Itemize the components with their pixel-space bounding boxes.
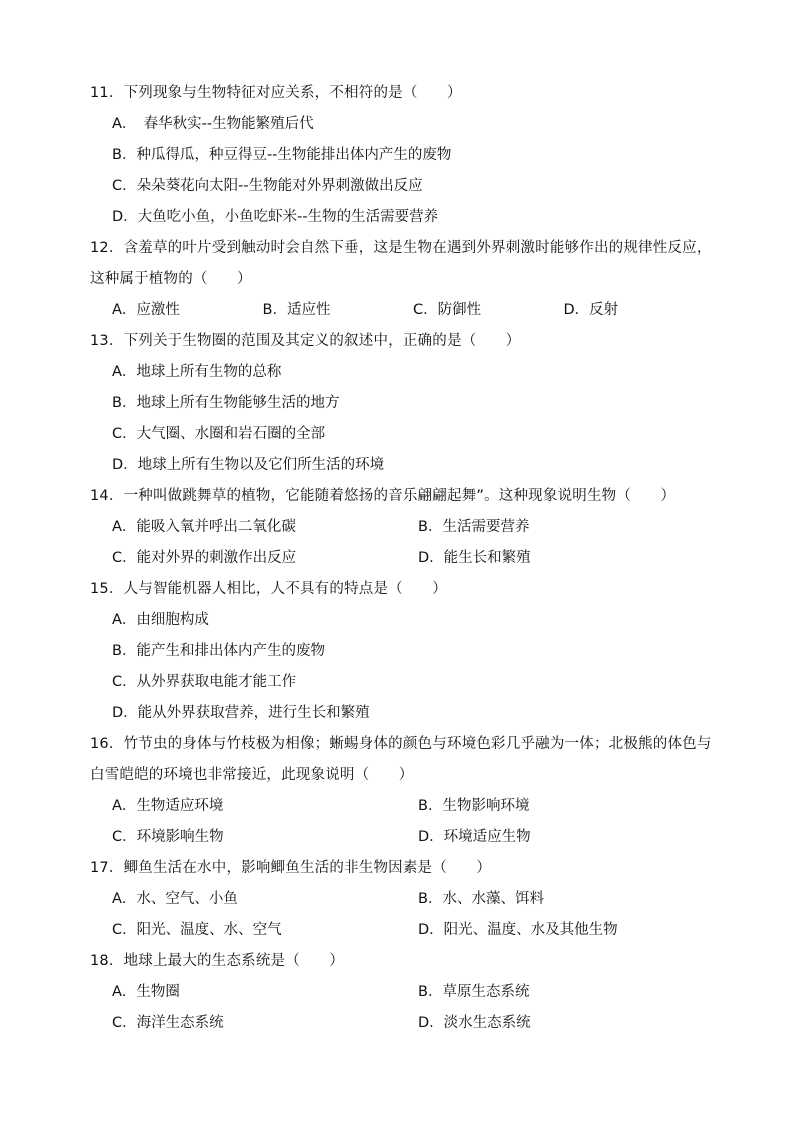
option-text: 阳光、温度、水及其他生物	[443, 922, 618, 938]
option-letter: C．	[112, 922, 137, 938]
option-text: 地球上所有生物能够生活的地方	[136, 395, 340, 411]
question-list	[90, 78, 714, 1039]
option-a	[90, 109, 714, 140]
option-text: 生活需要营养	[442, 519, 530, 535]
option-text: 阳光、温度、水、空气	[136, 922, 282, 938]
question-number: 14．	[90, 488, 124, 504]
option-letter: B．	[112, 147, 137, 163]
option-text: 能生长和繁殖	[443, 550, 531, 566]
option-text: 地球上所有生物的总称	[136, 364, 282, 380]
question-16	[90, 729, 714, 853]
option-text: 种瓜得瓜，种豆得豆--生物能排出体内产生的废物	[136, 147, 452, 163]
question-text: 含羞草的叶片受到触动时会自然下垂，这是生物在遇到外界刺激时能够作出的规律性反应，这种属于植物的（ ）	[90, 240, 712, 287]
option-c	[112, 915, 418, 946]
option-text: 大鱼吃小鱼，小鱼吃虾米--生物的生活需要营养	[137, 209, 439, 225]
option-text: 地球上所有生物以及它们所生活的环境	[137, 457, 385, 473]
option-list	[90, 295, 714, 326]
option-d	[564, 295, 715, 326]
question-number: 12．	[90, 240, 124, 256]
question-number: 13．	[90, 333, 124, 349]
option-text: 朵朵葵花向太阳--生物能对外界刺激做出反应	[136, 178, 423, 194]
question-13	[90, 326, 714, 481]
option-text: 生物影响环境	[442, 798, 530, 814]
option-text: 能产生和排出体内产生的废物	[136, 643, 325, 659]
option-d	[418, 915, 718, 946]
option-a	[112, 512, 418, 543]
option-letter: A．	[112, 116, 130, 132]
option-list	[90, 109, 714, 233]
option-letter: A．	[112, 519, 137, 535]
option-letter: A．	[112, 612, 137, 628]
option-b	[418, 977, 718, 1008]
question-text: 竹节虫的身体与竹枝极为相像；蜥蜴身体的颜色与环境色彩几乎融为一体；北极熊的体色与白雪皑皑的环境也非常接近，此现象说明（ ）	[90, 736, 712, 783]
question-stem	[90, 946, 714, 977]
option-letter: B．	[112, 395, 137, 411]
question-text: 人与智能机器人相比，人不具有的特点是（ ）	[123, 581, 447, 597]
question-text: 一种叫做跳舞草的植物，它能随着悠扬的音乐翩翩起舞”。这种现象说明生物（ ）	[123, 488, 676, 504]
option-d	[90, 698, 714, 729]
option-c	[90, 419, 714, 450]
option-letter: D．	[418, 1015, 444, 1031]
option-letter: C．	[112, 1015, 137, 1031]
option-letter: B．	[418, 798, 443, 814]
option-letter: B．	[418, 984, 443, 1000]
question-17	[90, 853, 714, 946]
option-list	[90, 884, 714, 946]
option-text: 能吸入氧并呼出二氧化碳	[136, 519, 296, 535]
option-letter: B．	[418, 891, 443, 907]
question-stem	[90, 481, 714, 512]
option-d	[418, 1008, 718, 1039]
option-text: 海洋生态系统	[136, 1015, 224, 1031]
option-letter: D．	[418, 550, 444, 566]
option-d	[90, 450, 714, 481]
option-letter: A．	[112, 798, 137, 814]
option-text: 生物适应环境	[136, 798, 224, 814]
option-d	[418, 543, 718, 574]
option-letter: A．	[112, 302, 137, 318]
option-a	[90, 605, 714, 636]
option-list	[90, 977, 714, 1039]
question-18	[90, 946, 714, 1039]
option-list	[90, 791, 714, 853]
option-text: 能从外界获取营养，进行生长和繁殖	[137, 705, 370, 721]
option-letter: A．	[112, 984, 137, 1000]
option-letter: C．	[413, 302, 438, 318]
option-text: 防御性	[437, 302, 482, 318]
option-a	[112, 884, 418, 915]
question-stem	[90, 233, 714, 295]
option-b	[418, 884, 718, 915]
option-text: 生物圈	[136, 984, 180, 1000]
option-letter: A．	[112, 891, 137, 907]
option-letter: C．	[112, 426, 137, 442]
option-d	[90, 202, 714, 233]
question-number: 15．	[90, 581, 124, 597]
option-letter: D．	[418, 829, 444, 845]
question-text: 鲫鱼生活在水中，影响鲫鱼生活的非生物因素是（ ）	[123, 860, 492, 876]
option-b	[90, 388, 714, 419]
option-text: 环境适应生物	[443, 829, 531, 845]
option-b	[418, 791, 718, 822]
option-letter: B．	[262, 302, 287, 318]
option-list	[90, 357, 714, 481]
question-number: 18．	[90, 953, 124, 969]
question-15	[90, 574, 714, 729]
question-stem	[90, 326, 714, 357]
option-list	[90, 605, 714, 729]
option-d	[418, 822, 718, 853]
option-text: 应激性	[136, 302, 180, 318]
option-letter: D．	[112, 209, 138, 225]
option-letter: B．	[112, 643, 137, 659]
option-text: 环境影响生物	[136, 829, 224, 845]
option-list	[90, 512, 714, 574]
question-12	[90, 233, 714, 326]
question-number: 11．	[90, 85, 124, 101]
option-letter: A．	[112, 364, 137, 380]
question-text: 下列现象与生物特征对应关系，不相符的是（ ）	[123, 85, 462, 101]
option-text: 春华秋实--生物能繁殖后代	[129, 116, 314, 132]
option-b	[90, 140, 714, 171]
option-letter: C．	[112, 550, 137, 566]
option-letter: C．	[112, 674, 137, 690]
question-number: 17．	[90, 860, 124, 876]
question-14	[90, 481, 714, 574]
question-stem	[90, 729, 714, 791]
option-a	[112, 791, 418, 822]
question-11	[90, 78, 714, 233]
question-stem	[90, 853, 714, 884]
option-b	[263, 295, 414, 326]
question-stem	[90, 574, 714, 605]
question-number: 16．	[90, 736, 124, 752]
option-a	[112, 977, 418, 1008]
option-text: 从外界获取电能才能工作	[136, 674, 297, 690]
option-letter: B．	[418, 519, 443, 535]
option-text: 草原生态系统	[442, 984, 530, 1000]
option-a	[112, 295, 263, 326]
question-text: 地球上最大的生态系统是（ ）	[123, 953, 345, 969]
option-text: 反射	[589, 302, 619, 318]
option-c	[413, 295, 564, 326]
option-text: 由细胞构成	[136, 612, 209, 628]
option-text: 水、水藻、饵料	[442, 891, 544, 907]
option-c	[90, 171, 714, 202]
option-text: 淡水生态系统	[443, 1015, 531, 1031]
option-c	[112, 543, 418, 574]
option-c	[90, 667, 714, 698]
option-b	[90, 636, 714, 667]
option-letter: D．	[563, 302, 590, 318]
option-letter: D．	[112, 457, 138, 473]
option-b	[418, 512, 718, 543]
option-a	[90, 357, 714, 388]
option-c	[112, 1008, 418, 1039]
question-stem	[90, 78, 714, 109]
option-text: 水、空气、小鱼	[136, 891, 238, 907]
question-text: 下列关于生物圈的范围及其定义的叙述中，正确的是（ ）	[123, 333, 521, 349]
option-text: 适应性	[286, 302, 331, 318]
option-letter: C．	[112, 829, 137, 845]
option-letter: D．	[418, 922, 444, 938]
option-c	[112, 822, 418, 853]
option-letter: C．	[112, 178, 137, 194]
option-letter: D．	[112, 705, 138, 721]
option-text: 大气圈、水圈和岩石圈的全部	[136, 426, 326, 442]
option-text: 能对外界的刺激作出反应	[136, 550, 297, 566]
